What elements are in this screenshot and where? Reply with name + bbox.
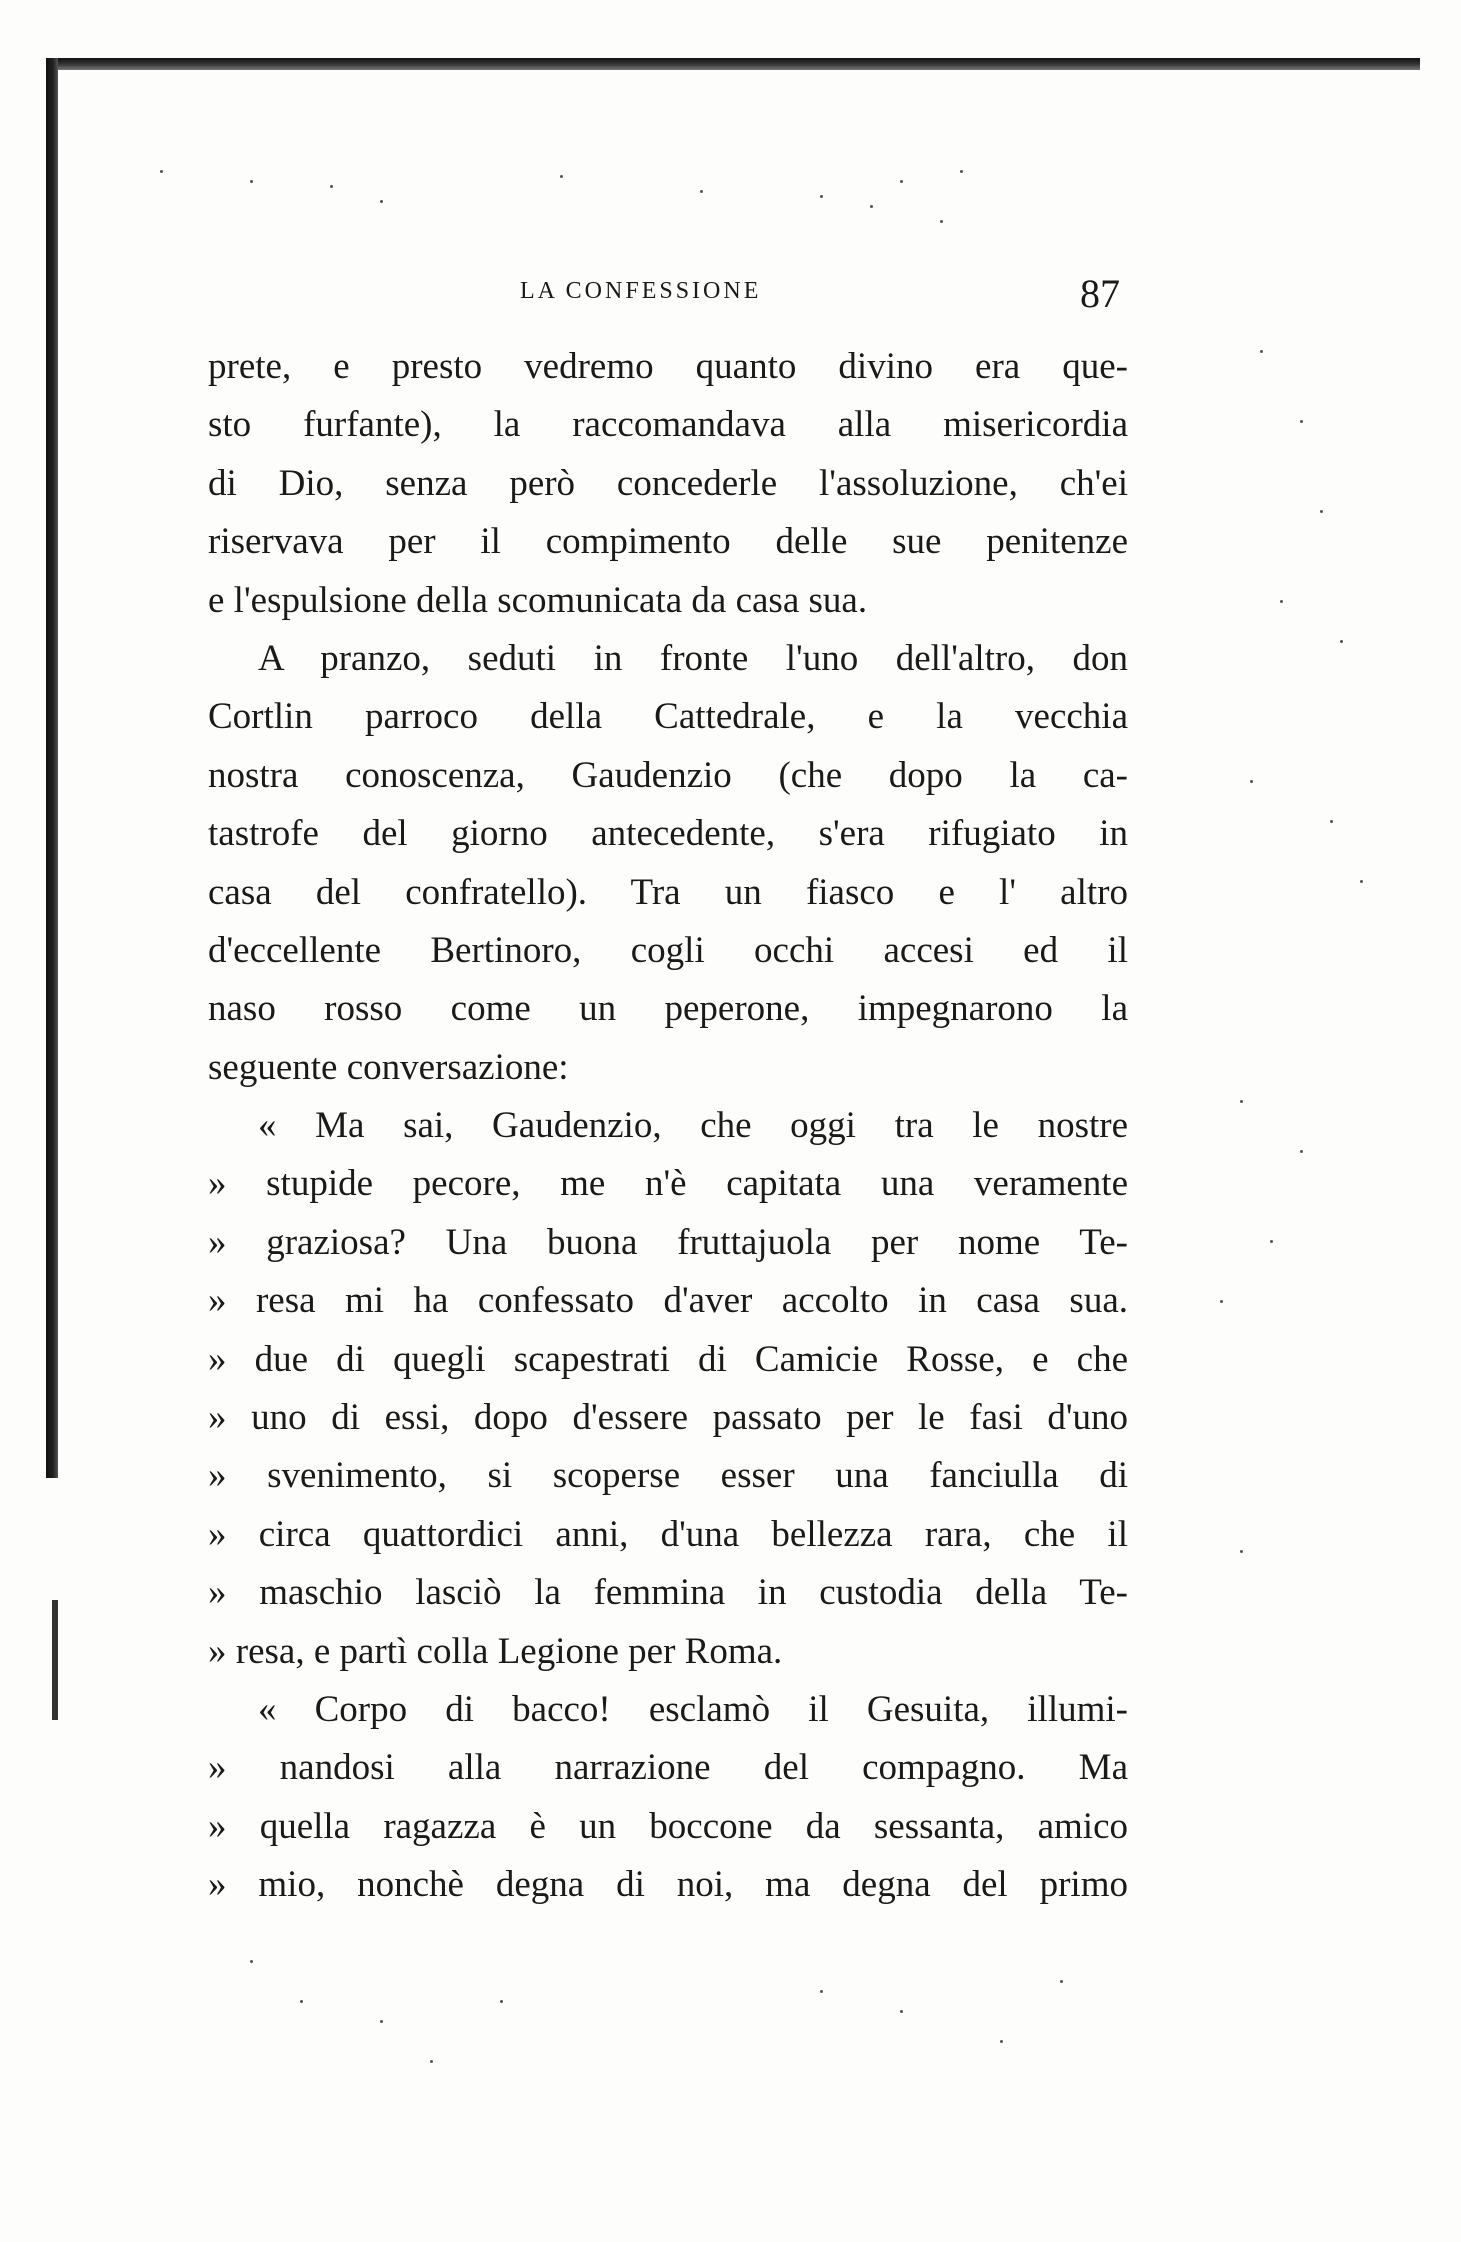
text-line: » circa quattordici anni, d'una bellezza rara, che il bbox=[208, 1513, 1128, 1555]
text-line: casa del confratello). Tra un fiasco e l' altro bbox=[208, 871, 1128, 913]
scan-binding-edge-lower bbox=[52, 1600, 58, 1720]
text-line: » svenimento, si scoperse esser una fanciulla di bbox=[208, 1455, 1128, 1497]
text-line: Cortlin parroco della Cattedrale, e la vecchia bbox=[208, 696, 1128, 738]
text-line: seguente conversazione: bbox=[208, 1046, 569, 1088]
text-line: » resa mi ha confessato d'aver accolto in casa sua. bbox=[208, 1280, 1128, 1322]
text-line: « Ma sai, Gaudenzio, che oggi tra le nostre bbox=[258, 1105, 1128, 1147]
text-line: naso rosso come un peperone, impegnarono la bbox=[208, 988, 1128, 1030]
running-title: LA CONFESSIONE bbox=[520, 278, 762, 304]
text-line: » resa, e partì colla Legione per Roma. bbox=[208, 1630, 783, 1672]
text-line: riservava per il compimento delle sue penitenze bbox=[208, 521, 1128, 563]
text-line: sto furfante), la raccomandava alla misericordia bbox=[208, 404, 1128, 446]
text-line: d'eccellente Bertinoro, cogli occhi accesi ed il bbox=[208, 929, 1128, 971]
text-line: » mio, nonchè degna di noi, ma degna del primo bbox=[208, 1864, 1128, 1906]
text-line: e l'espulsione della scomunicata da casa sua. bbox=[208, 579, 868, 621]
text-line: A pranzo, seduti in fronte l'uno dell'altro, don bbox=[258, 637, 1128, 679]
body-text bbox=[208, 338, 1128, 1915]
text-line: » due di quegli scapestrati di Camicie Rosse, e che bbox=[208, 1338, 1128, 1380]
running-head bbox=[0, 270, 1461, 320]
text-line: » graziosa? Una buona fruttajuola per nome Te- bbox=[208, 1221, 1128, 1263]
text-line: « Corpo di bacco! esclamò il Gesuita, illumi- bbox=[258, 1688, 1128, 1730]
text-line: tastrofe del giorno antecedente, s'era rifugiato in bbox=[208, 813, 1128, 855]
text-line: » uno di essi, dopo d'essere passato per le fasi d'uno bbox=[208, 1397, 1128, 1439]
text-line: » nandosi alla narrazione del compagno. Ma bbox=[208, 1747, 1128, 1789]
scan-top-edge bbox=[50, 58, 1420, 70]
text-line: nostra conoscenza, Gaudenzio (che dopo la ca- bbox=[208, 754, 1128, 796]
text-line: prete, e presto vedremo quanto divino era que- bbox=[208, 346, 1128, 387]
text-line: » quella ragazza è un boccone da sessanta, amico bbox=[208, 1805, 1128, 1847]
page-number: 87 bbox=[1080, 271, 1120, 316]
text-line: » maschio lasciò la femmina in custodia della Te- bbox=[208, 1572, 1128, 1614]
text-line: » stupide pecore, me n'è capitata una veramente bbox=[208, 1163, 1128, 1205]
text-line: di Dio, senza però concederle l'assoluzione, ch'ei bbox=[208, 462, 1128, 504]
